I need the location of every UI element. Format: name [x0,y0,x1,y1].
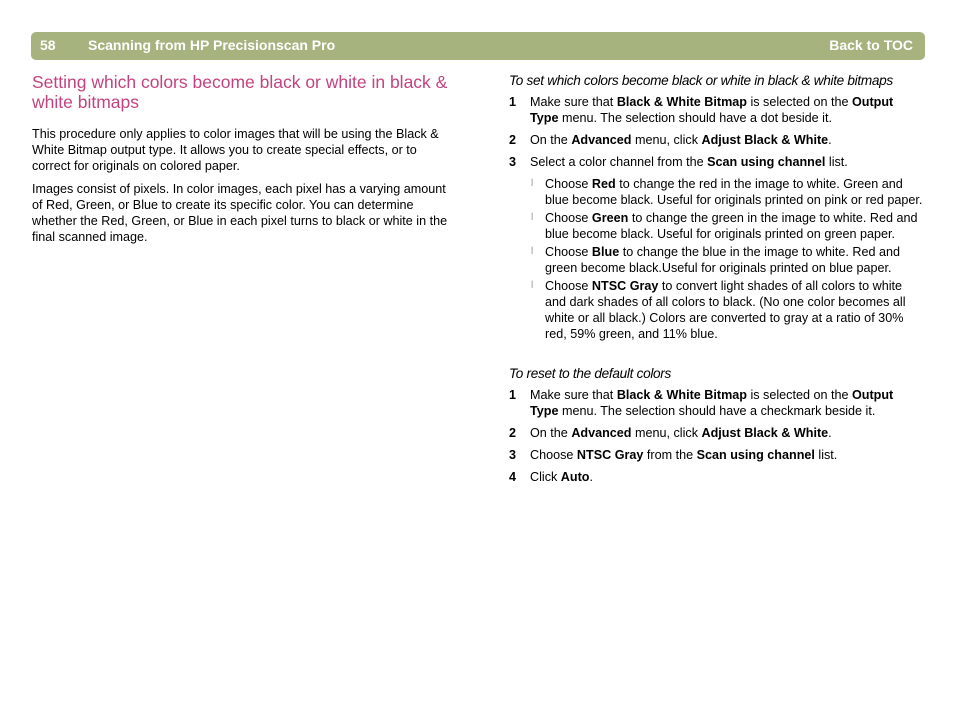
back-to-toc-link[interactable]: Back to TOC [829,37,913,53]
step-text: . [828,426,832,440]
option-text: Choose [545,211,592,225]
step-number: 3 [509,448,517,462]
step-text: On the [530,133,572,147]
ui-term: Black & White Bitmap [616,388,747,402]
step-number: 1 [509,388,517,402]
step-text: menu. The selection should have a checkmark beside it. [558,404,876,418]
step-text: list. [814,448,838,462]
bullet-icon: l [531,246,534,257]
step-text: . [589,470,593,484]
step-text: is selected on the [746,95,852,109]
option-text: to change the green in the image to white. Red and blue become black. Useful for originals printed on green paper. [545,211,918,241]
ui-term: Adjust Black & White [701,426,829,440]
step-text: is selected on the [746,388,852,402]
section-title: Scanning from HP Precisionscan Pro [88,37,336,53]
option-text: to change the blue in the image to white. Red and green become black.Useful for originals printed on blue paper. [545,245,900,275]
ui-term: NTSC Gray [591,279,659,293]
list-item [530,176,925,208]
step [509,154,925,342]
bullet-icon: l [531,280,534,291]
step-text: Make sure that [530,388,617,402]
step-text: Click [530,470,561,484]
page-title: Setting which colors become black or white in black & white bitmaps [32,72,448,112]
procedure-heading-set-colors: To set which colors become black or white in black & white bitmaps [509,73,893,88]
ui-term: Red [591,177,616,191]
step-text: Make sure that [530,95,617,109]
option-text: to change the red in the image to white. Green and blue become black. Useful for originals printed on pink or red paper. [545,177,923,207]
step [509,94,925,126]
step [509,425,925,441]
ui-term: Advanced [571,426,632,440]
step-text: menu, click [631,133,702,147]
ui-term: Output Type [530,388,894,418]
page-header-bar [31,32,925,60]
section-spacer [509,348,925,365]
step-text: from the [643,448,697,462]
pixels-paragraph: Images consist of pixels. In color images, each pixel has a varying amount of Red, Green, or Blue to create its specific color. You can determine whether the Red, Green, or Blue in each pixel turns to black or white in the final scanned image. [32,182,448,244]
step-text: list. [825,155,848,169]
list-item [530,244,925,276]
ui-term: NTSC Gray [576,448,644,462]
ui-term: Black & White Bitmap [616,95,747,109]
step-text: Select a color channel from the [530,155,708,169]
list-item [530,278,925,342]
step-text: On the [530,426,572,440]
option-text: Choose [545,177,592,191]
step [509,447,925,463]
ui-term: Advanced [571,133,632,147]
step-text: menu, click [631,426,702,440]
ui-term: Scan using channel [707,155,826,169]
ui-term: Adjust Black & White [701,133,829,147]
set-colors-steps [509,94,925,342]
bullet-icon: l [531,178,534,189]
ui-term: Green [591,211,629,225]
step-text: menu. The selection should have a dot beside it. [558,111,832,125]
ui-term: Auto [560,470,590,484]
page-number: 58 [40,37,56,53]
bullet-icon: l [531,212,534,223]
step-text: Choose [530,448,577,462]
reset-steps [509,387,925,485]
step [509,387,925,419]
step-number: 3 [509,155,517,169]
right-column [509,72,925,491]
channel-options [530,176,925,342]
ui-term: Scan using channel [696,448,815,462]
intro-paragraph: This procedure only applies to color images that will be using the Black & White Bitmap output type. It allows you to create special effects, or to correct for originals on colored paper. [32,127,439,173]
step-number: 2 [509,133,517,147]
option-text: Choose [545,245,592,259]
list-item [530,210,925,242]
step-text: . [828,133,832,147]
step [509,132,925,148]
step-number: 2 [509,426,517,440]
procedure-heading-reset: To reset to the default colors [509,366,672,381]
ui-term: Blue [591,245,620,259]
step-number: 1 [509,95,517,109]
option-text: to convert light shades of all colors to white and dark shades of all colors to black. (No one color becomes all white or all black.) Colors are converted to gray at a ratio of 30% red, 59% green, and 11% blue. [545,279,906,341]
ui-term: Output Type [530,95,894,125]
left-column [32,72,452,252]
option-text: Choose [545,279,592,293]
step-number: 4 [509,470,517,484]
step [509,469,925,485]
